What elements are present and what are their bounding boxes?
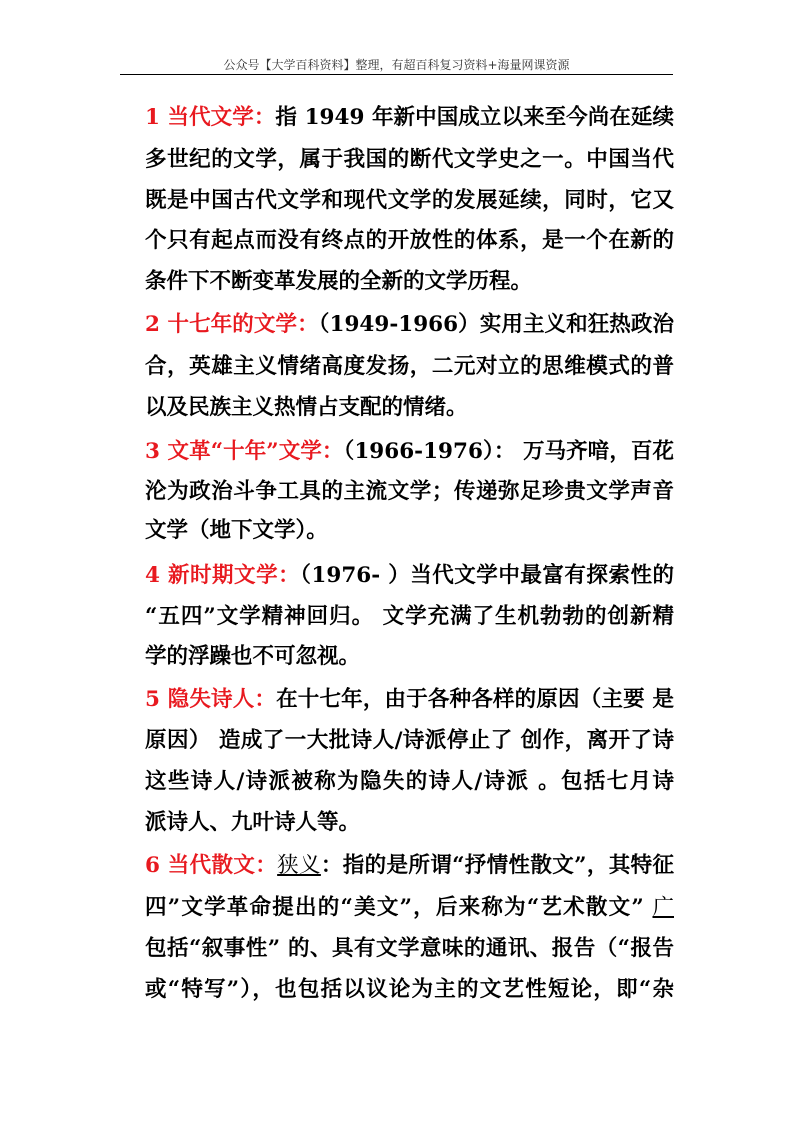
text-line [145, 479, 674, 505]
body-text: 在十七年，由于各种各样的原因（主要 是 [276, 687, 674, 712]
text-line [145, 518, 674, 544]
body-text: （1966-1976）： 万马齐喑，百花 [343, 439, 674, 464]
text-line [145, 395, 674, 421]
body-text: ：指的是所谓“抒情性散文”，其特征 [320, 853, 674, 878]
body-text: 原因） 造成了一大批诗人/诗派停止了 创作，离开了诗 [145, 728, 674, 753]
body-text: （1976- ）当代文学中最富有探索性的 [300, 563, 674, 588]
term-definition-line [145, 439, 674, 465]
text-line [145, 354, 674, 380]
term-definition-line [145, 105, 674, 131]
body-text: 既是中国古代文学和现代文学的发展延续，同时，它又 [145, 188, 674, 213]
header-divider [120, 74, 673, 75]
text-line [145, 604, 674, 630]
body-text: 四”文学革命提出的“美文”，后来称为“艺术散文” [145, 895, 653, 920]
body-text: 这些诗人/诗派被称为隐失的诗人/诗派 。包括七月诗 [145, 769, 674, 794]
body-text: 派诗人、九叶诗人等。 [145, 810, 361, 835]
body-text: 以及民族主义热情占支配的情绪。 [145, 395, 468, 420]
term-heading: 1 当代文学： [145, 105, 276, 130]
term-heading: 2 十七年的文学： [145, 312, 319, 337]
page-header: 公众号【大学百科资料】整理，有超百科复习资料+海量网课资源 [223, 58, 570, 72]
text-line [145, 728, 674, 754]
body-text: 学的浮躁也不可忽视。 [145, 644, 361, 669]
underlined-term: 狭义 [277, 853, 321, 878]
body-text: 条件下不断变革发展的全新的文学历程。 [145, 269, 533, 294]
body-text: 合，英雄主义情绪高度发扬，二元对立的思维模式的普 [145, 354, 674, 379]
text-line [145, 269, 674, 295]
body-text: （1949-1966）实用主义和狂热政治 [318, 312, 674, 337]
body-text: 包括“叙事性” 的、具有文学意味的通讯、报告（“报告 [145, 936, 674, 961]
body-text: 个只有起点而没有终点的开放性的体系，是一个在新的 [145, 228, 674, 253]
body-text: 或“特写”），也包括以议论为主的文艺性短论，即“杂 [145, 977, 674, 1002]
body-text: 多世纪的文学，属于我国的断代文学史之一。中国当代 [145, 147, 674, 172]
body-text: 沦为政治斗争工具的主流文学；传递弥足珍贵文学声音 [145, 479, 674, 504]
body-text: 指 1949 年新中国成立以来至今尚在延续 [275, 105, 674, 130]
text-line [145, 147, 674, 173]
text-line [145, 810, 674, 836]
text-line [145, 977, 674, 1003]
body-text: “五四”文学精神回归。 文学充满了生机勃勃的创新精 [145, 604, 674, 629]
term-definition-line [145, 853, 674, 879]
underlined-term: 广 [652, 895, 674, 920]
term-definition-line [145, 312, 674, 338]
term-definition-line [145, 687, 674, 713]
term-heading: 3 文革“十年”文学： [145, 439, 344, 464]
term-heading: 4 新时期文学： [145, 563, 301, 588]
body-text: 文学（地下文学）。 [145, 518, 328, 543]
term-definition-line [145, 563, 674, 589]
text-line [145, 769, 674, 795]
term-heading: 5 隐失诗人： [145, 687, 277, 712]
text-line [145, 895, 674, 921]
text-line [145, 228, 674, 254]
text-line [145, 936, 674, 962]
term-heading: 6 当代散文： [145, 853, 278, 878]
text-line [145, 188, 674, 214]
text-line [145, 644, 674, 670]
